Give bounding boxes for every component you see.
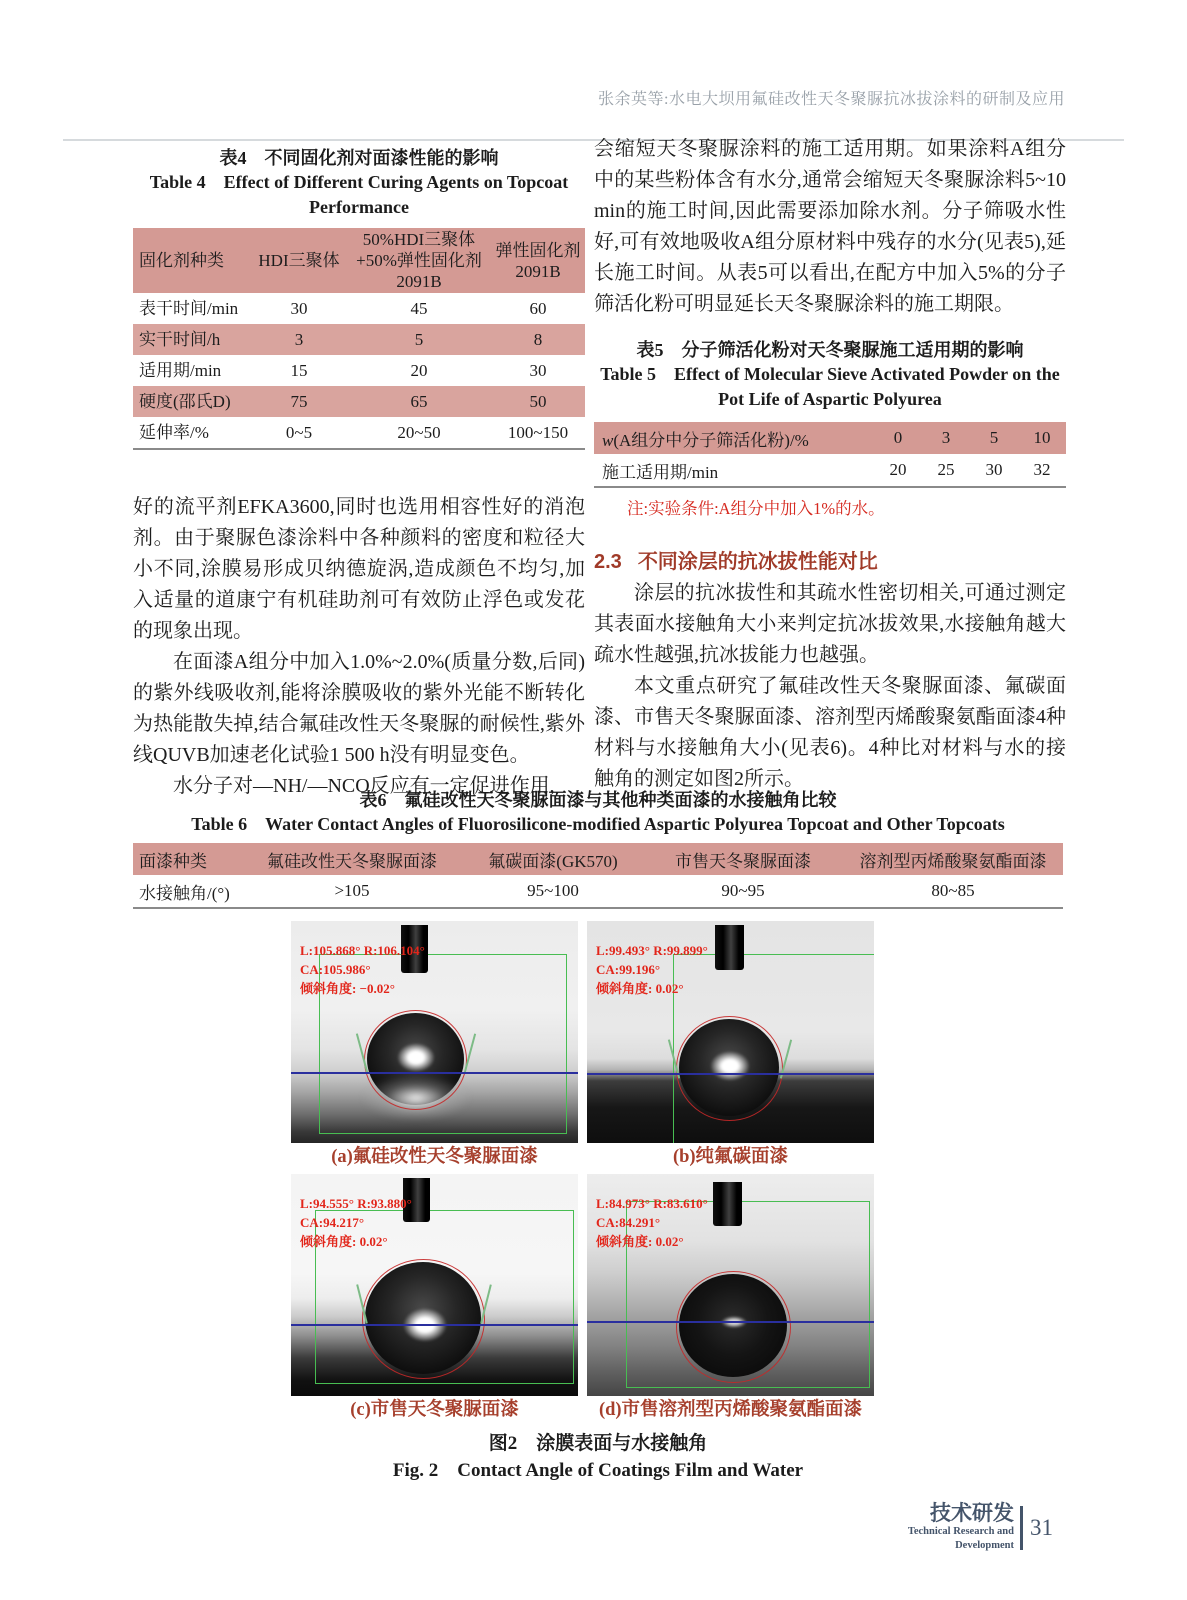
table4-title-cn: 表4 不同固化剂对面漆性能的影响: [219, 148, 499, 168]
lr-angles: L:84.973° R:83.610°: [596, 1196, 708, 1211]
measurement-annotation: [596, 1194, 708, 1251]
table4-cell: 20~50: [397, 423, 441, 442]
right-column: [594, 134, 1066, 795]
table4-cell: 硬度(邵氏D): [133, 386, 251, 417]
page-footer: [856, 1502, 1053, 1553]
table4-cell: 20: [410, 361, 428, 380]
table4-row: [133, 293, 585, 324]
footer-section: [856, 1502, 1014, 1553]
page-number: 31: [1030, 1514, 1053, 1540]
table6-cell: 90~95: [721, 881, 765, 900]
table6-header-cell: 氟碳面漆(GK570): [463, 843, 643, 875]
table4-cell: 60: [529, 299, 547, 318]
section-heading: [594, 545, 1066, 574]
table6-header-row: [133, 843, 1063, 875]
figure2-panel-c: [291, 1174, 578, 1424]
table4-header-cell: HDI三聚体: [251, 228, 347, 293]
panel-caption: (c)市售天冬聚脲面漆: [350, 1400, 519, 1420]
contact-angle-photo-c: [291, 1174, 578, 1396]
contact-angle-photo-d: [587, 1174, 874, 1396]
table6-header-cell: 市售天冬聚脲面漆: [643, 843, 843, 875]
table4-row: [133, 386, 585, 417]
table4-header-cell: 50%HDI三聚体+50%弹性固化剂2091B: [347, 228, 491, 293]
table5-cell: 32: [1033, 460, 1051, 479]
table4-cell: 30: [529, 361, 547, 380]
footer-divider: [1020, 1506, 1023, 1550]
paragraph: 涂层的抗冰拔性和其疏水性密切相关,可通过测定其表面水接触角大小来判定抗冰拔效果,水接触角越大疏水性越强,抗冰拔能力也越强。: [594, 582, 1066, 666]
contact-angle-photo-a: [291, 921, 578, 1143]
table4-cell: 50: [491, 386, 585, 417]
figure2-panel-b: [587, 921, 874, 1171]
table4-cell: 8: [491, 324, 585, 355]
lr-angles: L:94.555° R:93.880°: [300, 1196, 412, 1211]
contact-angle: CA:99.196°: [596, 962, 661, 977]
figure2-grid: [291, 921, 874, 1424]
table5-header-row: [594, 422, 1066, 454]
fit-circle: [362, 1259, 485, 1379]
table6-header-cell: 溶剂型丙烯酸聚氨酯面漆: [843, 843, 1063, 875]
figure2-caption-en: Fig. 2 Contact Angle of Coatings Film and Water: [392, 1460, 804, 1481]
contact-angle: CA:105.986°: [300, 962, 371, 977]
tilt-angle: 倾斜角度: 0.02°: [596, 1234, 684, 1249]
tilt-angle: 倾斜角度: −0.02°: [300, 981, 395, 996]
table5-header-cell: 0: [874, 422, 922, 454]
table5-header-cell: 10: [1018, 422, 1066, 454]
table6-cell: 95~100: [527, 881, 579, 900]
table5-header-cell: 3: [922, 422, 970, 454]
fit-circle: [676, 1016, 783, 1121]
panel-caption: (b)纯氟碳面漆: [672, 1147, 789, 1167]
baseline: [291, 1072, 578, 1074]
paragraph: 本文重点研究了氟硅改性天冬聚脲面漆、氟碳面漆、市售天冬聚脲面漆、溶剂型丙烯酸聚氨酯面漆4种材料与水接触角大小(见表6)。4种比对材料与水的接触角的测定如图2所示。: [594, 675, 1066, 790]
table4-row: [133, 417, 585, 449]
table6-title-en: Table 6 Water Contact Angles of Fluorosilicone-modified Aspartic Polyurea Topcoat and Other Topcoats: [191, 814, 1005, 834]
figure2-panel-d: [587, 1174, 874, 1424]
table5-cell: 施工适用期/min: [602, 462, 719, 482]
baseline: [291, 1324, 578, 1326]
section-number: 2.3: [594, 551, 622, 573]
paragraph: 水分子对—NH/—NCO反应有一定促进作用,: [173, 775, 555, 797]
contact-angle-photo-b: [587, 921, 874, 1143]
table4-cell: 3: [251, 324, 347, 355]
table5-row: [594, 454, 1066, 487]
dosing-needle: [713, 1182, 742, 1226]
contact-angle: CA:84.291°: [596, 1215, 661, 1230]
fit-circle: [676, 1271, 791, 1383]
contact-angle: CA:94.217°: [300, 1215, 365, 1230]
table4-row: [133, 355, 585, 386]
table6-cell: >105: [334, 881, 370, 900]
panel-caption: (d)市售溶剂型丙烯酸聚氨酯面漆: [598, 1400, 863, 1420]
baseline: [587, 1073, 874, 1075]
panel-caption: (a)氟硅改性天冬聚脲面漆: [331, 1147, 538, 1167]
bottom-section: [133, 788, 1063, 1482]
table6-title-cn: 表6 氟硅改性天冬聚脲面漆与其他种类面漆的水接触角比较: [359, 790, 837, 810]
footer-section-cn: 技术研发: [930, 1502, 1014, 1525]
figure2-panel-a: [291, 921, 578, 1171]
table4: [133, 228, 585, 450]
table4-cell: 75: [251, 386, 347, 417]
dosing-needle: [715, 925, 744, 970]
table4-cell: 0~5: [285, 423, 313, 442]
paragraph: 会缩短天冬聚脲涂料的施工适用期。如果涂料A组分中的某些粉体含有水分,通常会缩短天冬聚脲涂料5~10 min的施工时间,因此需要添加除水剂。分子筛吸水性好,可有效地吸收A组分原材料中残存的水分(见表5),延长施工时间。从表5可以看出,在配方中加入5%的分子筛活化粉可明显延长天冬聚脲涂料的施工期限。: [594, 138, 1066, 315]
table4-row: [133, 324, 585, 355]
table4-header-cell: 固化剂种类: [133, 228, 251, 293]
table6-cell: 80~85: [931, 881, 975, 900]
fit-circle: [364, 1010, 467, 1110]
table6-header-cell: 氟硅改性天冬聚脲面漆: [241, 843, 463, 875]
table4-header-row: [133, 228, 585, 293]
table4-cell: 30: [290, 299, 308, 318]
table4-cell: 100~150: [507, 423, 569, 442]
tilt-angle: 倾斜角度: 0.02°: [300, 1234, 388, 1249]
table6: [133, 843, 1063, 909]
table4-cell: 表干时间/min: [139, 299, 239, 318]
table5-cell: 30: [985, 460, 1003, 479]
table4-cell: 45: [410, 299, 428, 318]
measurement-annotation: [596, 941, 708, 998]
paragraph: 好的流平剂EFKA3600,同时也选用相容性好的消泡剂。由于聚脲色漆涂料中各种颜料的密度和粒径大小不同,涂膜易形成贝纳德旋涡,造成颜色不均匀,加入适量的道康宁有机硅助剂可有效防止浮色或发花的现象出现。: [133, 496, 585, 642]
lr-angles: L:99.493° R:99.899°: [596, 943, 708, 958]
table4-cell: 5: [347, 324, 491, 355]
table5-title-cn: 表5 分子筛活化粉对天冬聚脲施工适用期的影响: [636, 340, 1024, 360]
lr-angles: L:105.868° R:106.104°: [300, 943, 425, 958]
tilt-angle: 倾斜角度: 0.02°: [596, 981, 684, 996]
table4-cell: 实干时间/h: [133, 324, 251, 355]
table6-header-cell: 面漆种类: [133, 843, 241, 875]
table4-cell: 延伸率/%: [139, 423, 209, 442]
table5-cell: 20: [889, 460, 907, 479]
table5-title-en: Table 5 Effect of Molecular Sieve Activated Powder on the Pot Life of Aspartic Polyurea: [600, 364, 1060, 409]
table5: [594, 422, 1066, 488]
table5-header-cell: 5: [970, 422, 1018, 454]
table5-cell: 25: [937, 460, 955, 479]
table5-header-label: (A组分中分子筛活化粉)/%: [613, 430, 809, 450]
section-title: 不同涂层的抗冰拔性能对比: [637, 551, 878, 573]
paragraph: 在面漆A组分中加入1.0%~2.0%(质量分数,后同)的紫外线吸收剂,能将涂膜吸收的紫外光能不断转化为热能散失掉,结合氟硅改性天冬聚脲的耐候性,紫外线QUVB加速老化试验1 500 h没有明显变色。: [133, 651, 585, 766]
table4-header-cell: 弹性固化剂2091B: [491, 228, 585, 293]
w-symbol: w: [602, 430, 614, 450]
running-header: 张余英等:水电大坝用氟硅改性天冬聚脲抗冰拔涂料的研制及应用: [598, 91, 1065, 108]
table4-cell: 15: [290, 361, 308, 380]
table5-note: 注:实验条件:A组分中加入1%的水。: [627, 499, 885, 518]
table4-title-en: Table 4 Effect of Different Curing Agents on Topcoat Performance: [149, 172, 569, 217]
table4-cell: 65: [347, 386, 491, 417]
table6-cell: 水接触角/(°): [139, 883, 230, 903]
measurement-annotation: [300, 1194, 412, 1251]
figure2-caption-cn: 图2 涂膜表面与水接触角: [488, 1433, 708, 1454]
measurement-annotation: [300, 941, 425, 998]
table6-row: [133, 875, 1063, 908]
footer-section-en: Technical Research and Development: [907, 1526, 1014, 1551]
table4-cell: 适用期/min: [139, 361, 222, 380]
baseline: [587, 1321, 874, 1323]
table5-header-cell: [594, 422, 874, 454]
left-column: [133, 146, 585, 802]
